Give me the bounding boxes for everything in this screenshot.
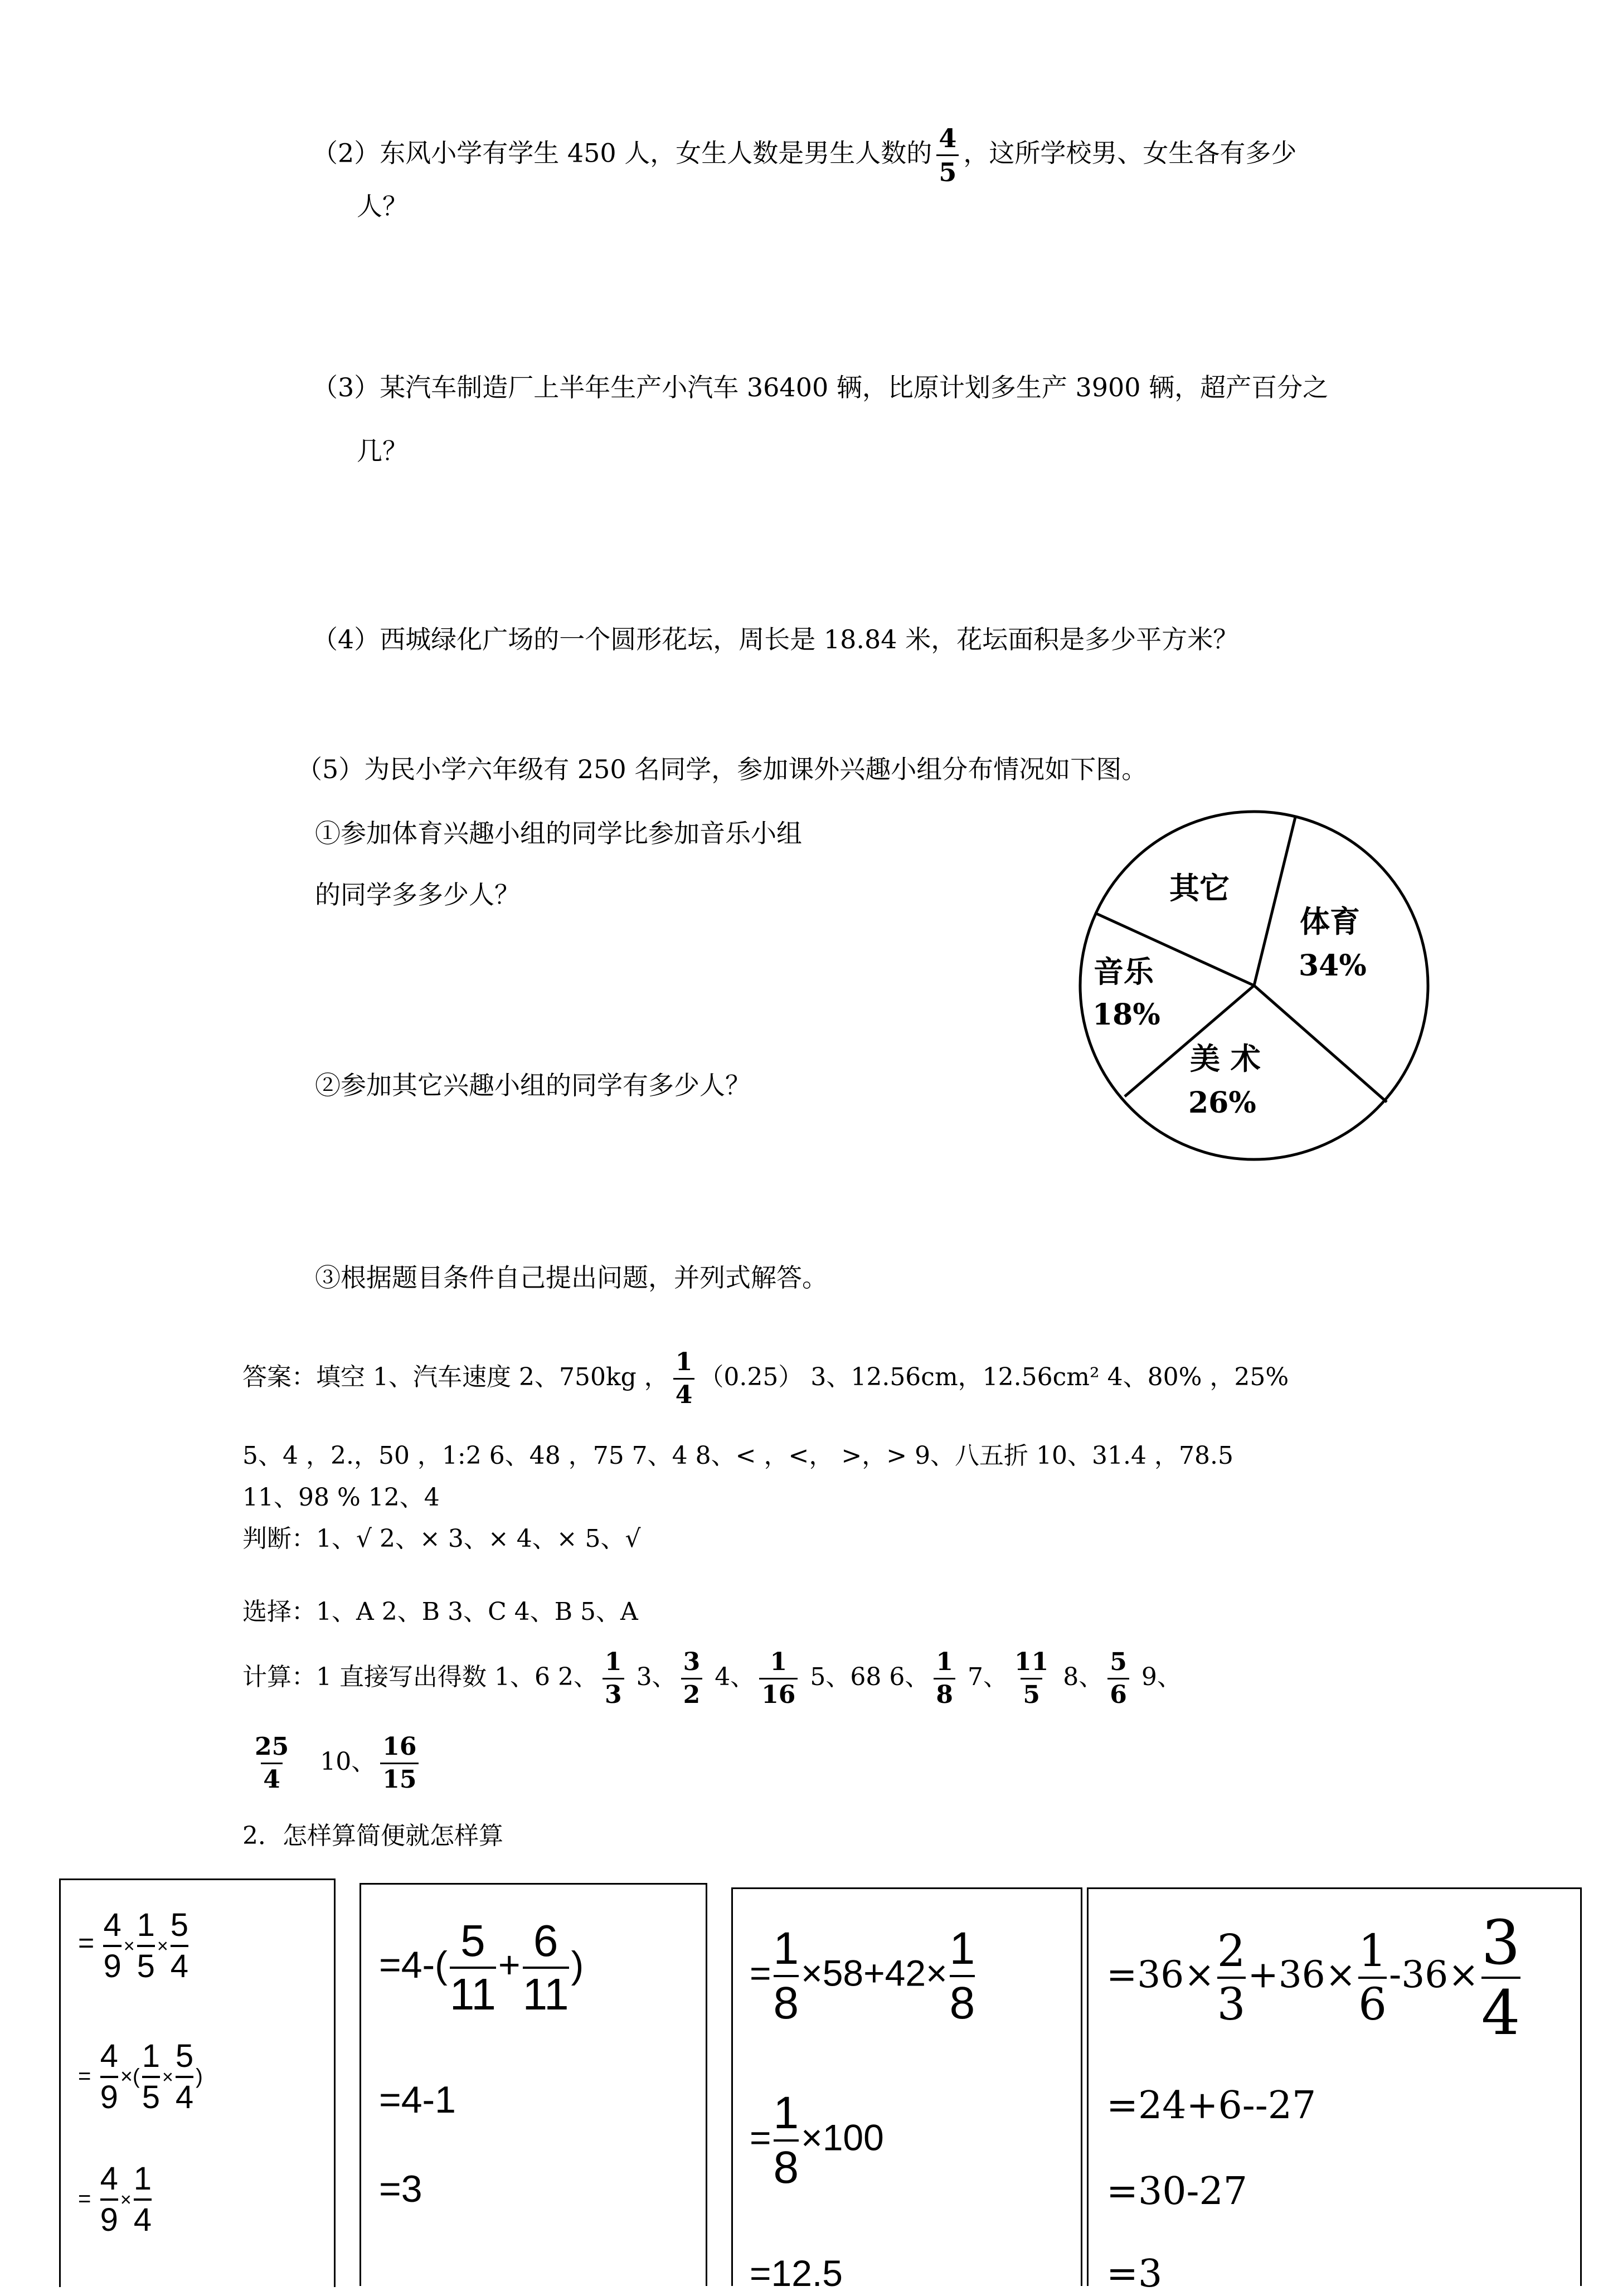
fraction-numerator: 1 <box>133 2161 152 2197</box>
box4-middle-1: +36× <box>1247 1953 1357 1996</box>
fraction-denominator: 4 <box>1481 1977 1520 2049</box>
calc-prefix: 计算：1 直接写出得数 1、6 2、 <box>242 1663 598 1691</box>
calc-item-label: 8、 <box>1063 1663 1104 1691</box>
fraction-denominator: 6 <box>1358 1977 1387 2027</box>
fraction-numerator: 4 <box>100 2038 118 2074</box>
box1-fraction <box>100 2040 118 2114</box>
calc-fraction <box>681 1650 703 1707</box>
fraction-numerator: 1 <box>936 1648 954 1676</box>
question-2-line2: 人？ <box>357 191 408 221</box>
equals-sign: = <box>750 2117 771 2158</box>
answers-line3: 11、98 % 12、4 <box>242 1483 440 1512</box>
box4-line1 <box>1106 1907 1523 2049</box>
fraction-numerator: 5 <box>170 1907 188 1943</box>
times-sign: × <box>162 2066 173 2088</box>
question-2 <box>312 125 1296 185</box>
calc-fraction <box>1012 1650 1051 1707</box>
box3-line2 <box>750 2090 884 2191</box>
calc-fraction <box>603 1650 624 1707</box>
question-3-line2: 几？ <box>357 436 408 466</box>
fraction-denominator: 16 <box>759 1678 798 1707</box>
box4-middle-2: -36× <box>1389 1953 1479 1996</box>
fraction-numerator: 3 <box>1481 1907 1520 1978</box>
box1-fraction <box>137 1909 155 1983</box>
fraction-denominator: 15 <box>380 1763 419 1792</box>
fraction-numerator: 11 <box>1014 1648 1049 1676</box>
question-5-sub3: ③根据题目条件自己提出问题，并列式解答。 <box>315 1263 828 1293</box>
question-2-text-b: ，这所学校男、女生各有多少 <box>963 138 1297 168</box>
question-5: （5）为民小学六年级有 250 名同学，参加课外兴趣小组分布情况如下图。 <box>297 754 1148 784</box>
fraction-numerator: 5 <box>460 1916 485 1965</box>
fraction-denominator: 5 <box>137 1945 155 1983</box>
equals-sign: = <box>78 2064 91 2089</box>
box4-line2: =24+6--27 <box>1106 2084 1316 2128</box>
close-paren: ) <box>196 2065 203 2089</box>
fraction-numerator: 25 <box>255 1732 289 1761</box>
times-open-paren: ×( <box>120 2065 140 2089</box>
fraction-denominator: 11 <box>523 1967 569 2017</box>
answers-choice: 选择：1、A 2、B 3、C 4、B 5、A <box>242 1598 638 1626</box>
box3-line1 <box>750 1923 977 2028</box>
calc-item-label: 7、 <box>968 1663 1008 1691</box>
box1-line3 <box>78 2163 154 2236</box>
pie-label-other: 其它 <box>1169 870 1230 906</box>
box1-fraction <box>142 2040 160 2114</box>
times-sign: × <box>120 2189 132 2211</box>
box1-line2 <box>78 2040 203 2114</box>
box3-fraction <box>949 1923 975 2028</box>
pie-percent-art: 26% <box>1188 1086 1256 1120</box>
answers-line1-a: 答案：填空 1、汽车速度 2、750kg ， <box>242 1363 669 1391</box>
fraction-denominator: 8 <box>774 2139 799 2191</box>
fraction-denominator: 4 <box>171 1945 188 1983</box>
box2-line2: =4-1 <box>379 2079 456 2121</box>
fraction-denominator: 2 <box>681 1678 703 1707</box>
box3-times-100: ×100 <box>801 2117 884 2158</box>
calc-fraction <box>759 1650 798 1707</box>
calc-fraction <box>934 1650 955 1707</box>
box4-prefix: =36× <box>1106 1953 1215 1996</box>
fraction-numerator: 2 <box>1217 1925 1246 1977</box>
equals-sign: = <box>750 1952 771 1994</box>
box1-fraction <box>176 2040 193 2114</box>
fraction-denominator: 4 <box>261 1763 283 1792</box>
fraction-numerator: 6 <box>533 1916 558 1965</box>
question-5-sub2: ②参加其它兴趣小组的同学有多少人？ <box>315 1070 751 1100</box>
fraction-denominator: 11 <box>450 1967 496 2017</box>
fraction-numerator: 1 <box>137 1907 155 1943</box>
answers-fraction <box>673 1350 695 1407</box>
times-sign: × <box>157 1935 168 1957</box>
fraction-denominator: 9 <box>100 2198 118 2236</box>
fraction-numerator: 3 <box>683 1648 701 1676</box>
box3-middle: ×58+42× <box>801 1952 948 1994</box>
fraction-numerator: 1 <box>773 1923 799 1974</box>
fraction-denominator: 5 <box>142 2076 160 2114</box>
pie-percent-sports: 34% <box>1299 949 1367 983</box>
answers-line1-b: （0.25） 3、12.56cm，12.56cm² 4、80% ，25% <box>699 1363 1289 1391</box>
times-sign: × <box>123 1935 135 1957</box>
question-2-text-a: （2）东风小学有学生 450 人，女生人数是男生人数的 <box>312 138 932 168</box>
box4-line4: =3 <box>1106 2252 1163 2296</box>
pie-label-sports: 体育 <box>1300 904 1360 939</box>
fraction-denominator: 8 <box>774 1975 799 2026</box>
question-4: （4）西城绿化广场的一个圆形花坛，周长是 18.84 米，花坛面积是多少平方米？ <box>312 624 1239 654</box>
calc-fraction <box>380 1732 419 1794</box>
box1-fraction <box>134 2163 152 2236</box>
calc-tail: 9、 <box>1141 1663 1182 1691</box>
box1-line1 <box>78 1909 191 1983</box>
close-paren: ) <box>571 1943 584 1986</box>
equals-sign: = <box>78 2186 91 2211</box>
box4-fraction <box>1358 1925 1387 2030</box>
fraction-denominator: 9 <box>103 1945 121 1983</box>
answers-calc-line <box>242 1650 1182 1707</box>
calc-fraction <box>1107 1650 1129 1707</box>
fraction-numerator: 4 <box>939 123 957 153</box>
question-5-sub1-line2: 的同学多多少人？ <box>315 880 520 910</box>
box3-line3: =12.5 <box>750 2253 843 2294</box>
box3-fraction <box>773 1923 799 2028</box>
fraction-denominator: 3 <box>1217 1977 1246 2027</box>
fraction-denominator: 8 <box>934 1678 955 1707</box>
calc-item-label: 3、 <box>636 1663 677 1691</box>
calc-fraction <box>252 1732 291 1794</box>
box2-line1 <box>379 1916 584 2019</box>
answers-judge: 判断：1、√ 2、× 3、× 4、× 5、√ <box>242 1525 641 1553</box>
fraction-denominator: 5 <box>1021 1678 1042 1707</box>
box2-prefix: =4-( <box>379 1943 448 1986</box>
box4-line3: =30-27 <box>1106 2169 1248 2214</box>
pie-label-music: 音乐 <box>1094 954 1154 989</box>
fraction-numerator: 1 <box>675 1348 693 1376</box>
fraction-numerator: 1 <box>142 2038 160 2074</box>
pie-label-art: 美 术 <box>1190 1041 1261 1076</box>
box1-fraction <box>103 1909 121 1983</box>
fraction-denominator: 9 <box>100 2076 118 2114</box>
question-3-line1: （3）某汽车制造厂上半年生产小汽车 36400 辆，比原计划多生产 3900 辆，超产百分之 <box>312 372 1329 402</box>
box1-fraction <box>171 1909 188 1983</box>
box2-fraction <box>522 1916 569 2019</box>
calc-item-label: 4、 <box>715 1663 755 1691</box>
fraction-numerator: 4 <box>100 2161 118 2197</box>
fraction-numerator: 1 <box>604 1648 622 1676</box>
box4-fraction <box>1217 1925 1246 2030</box>
section-2-heading: 2．怎样算简便就怎样算 <box>242 1822 503 1850</box>
box3-fraction <box>774 2090 799 2191</box>
fraction-denominator: 4 <box>176 2076 193 2114</box>
fraction-denominator: 8 <box>950 1975 975 2026</box>
fraction-numerator: 1 <box>773 2088 799 2138</box>
equals-sign: = <box>78 1927 95 1959</box>
fraction-numerator: 16 <box>382 1732 417 1761</box>
box2-line3: =3 <box>379 2168 422 2210</box>
box1-fraction <box>100 2163 118 2236</box>
fraction-denominator: 4 <box>134 2198 152 2236</box>
fraction-numerator: 1 <box>949 1923 975 1974</box>
fraction-denominator: 6 <box>1107 1678 1129 1707</box>
fraction-numerator: 5 <box>1110 1648 1127 1676</box>
fraction-numerator: 5 <box>175 2038 194 2074</box>
box2-fraction <box>449 1916 496 2019</box>
plus-sign: + <box>498 1943 521 1986</box>
answers-line2: 5、4 ，2.，50 ，1:2 6、48 ，75 7、4 8、< ，<， >，> 9、八五折 10、31.4 ，78.5 <box>242 1441 1233 1470</box>
question-2-fraction <box>936 125 959 185</box>
pie-chart <box>1076 803 1432 1171</box>
fraction-denominator: 4 <box>673 1378 695 1407</box>
answers-calc-line2 <box>248 1732 423 1794</box>
box4-fraction <box>1481 1907 1520 2049</box>
fraction-numerator: 1 <box>1358 1925 1387 1977</box>
fraction-denominator: 3 <box>603 1678 624 1707</box>
fraction-numerator: 1 <box>770 1648 788 1676</box>
pie-percent-music: 18% <box>1092 998 1160 1032</box>
calc-item-label: 5、68 6、 <box>810 1663 930 1691</box>
fraction-denominator: 5 <box>936 154 959 185</box>
calc-item-label: 10、 <box>320 1748 376 1776</box>
answers-line1 <box>242 1350 1289 1407</box>
question-5-sub1-line1: ①参加体育兴趣小组的同学比参加音乐小组 <box>315 818 802 848</box>
fraction-numerator: 4 <box>103 1907 122 1943</box>
